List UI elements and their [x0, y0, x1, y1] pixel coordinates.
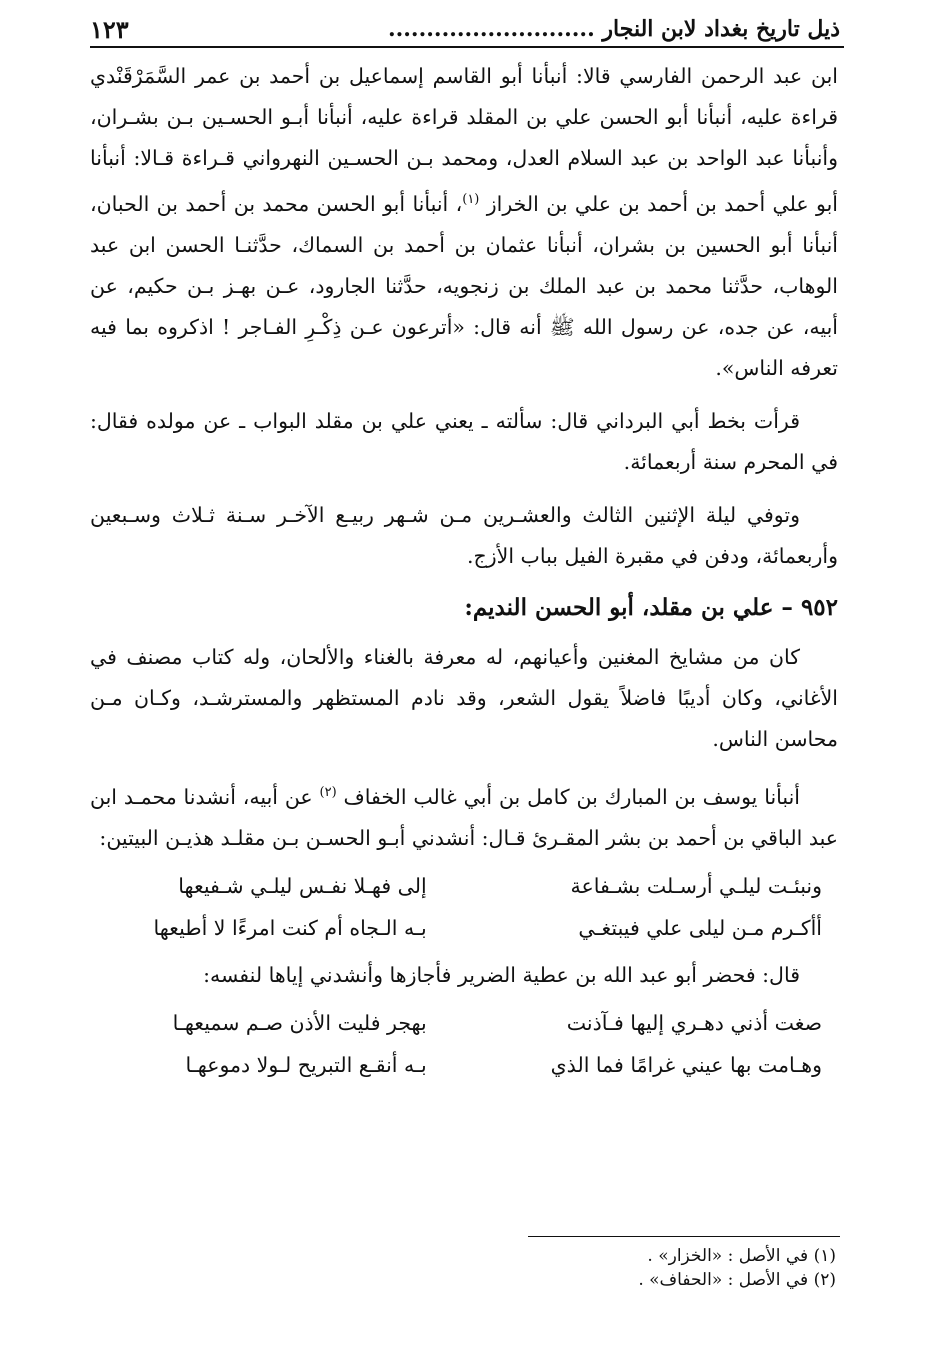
- footnote-ref-1[interactable]: (١): [462, 192, 480, 207]
- poem-2: [90, 1002, 838, 1086]
- verse-hemistich-second: بـه أنقـع التبريح لـولا دموعهـا: [185, 1052, 427, 1077]
- running-header: [90, 12, 840, 46]
- verse-line: [90, 1002, 838, 1044]
- poem-1: [90, 865, 838, 949]
- verse-line: [90, 907, 838, 949]
- paragraph-biography: كان من مشايخ المغنين وأعيانهم، له معرفة بالغناء والألحان، وله كتاب مصنف في الأغاني، وكان أديبًا فاضلاً يقول الشعر، وقد نادم المستظهر والمسترشـد، وكـان مـن محاسن الناس.: [90, 644, 838, 751]
- entry-heading: ٩٥٢ – علي بن مقلد، أبو الحسن النديم:: [464, 593, 838, 621]
- verse-hemistich-second: بـه الـجاه أم كنت امرءًا لا أطيعها: [153, 915, 427, 940]
- verse-hemistich-first: صغت أذني دهـري إليها فـآذنت: [566, 1010, 822, 1035]
- verse-hemistich-first: أأكـرم مـن ليلى علي فيبتغـي: [578, 915, 822, 940]
- footnote-ref-2[interactable]: (٢): [319, 784, 337, 800]
- main-text: [90, 56, 838, 1092]
- paragraph-isnad: ابن عبد الرحمن الفارسي قالا: أنبأنا أبو القاسم إسماعيل بن أحمد بن عمر السَّمَرْقَنْدي قراءة عليه، أنبأنا أبو الحسن علي بن المقلد قراءة عليه، أنبأنا أبـو الحسـين بـن بشـران، وأنبأنا عبد الواحد بن عبد السلام العدل، ومحمد بـن الحسـين النهرواني قـراءة قـالا: أنبأنا أبو علي أحمد بن أحمد بن علي بن الخراز $^{(١)}$، أنبأنا أبو الحسن محمد بن أحمد بن الحبان، أنبأنا أبو الحسين بن بشران، أنبأنا عثمان بن أحمد بن السماك، حدَّثنـا الحسن ابن عبد الوهاب، حدَّثنا محمد بن عبد الملك بن زنجويه، حدَّثنا الجارود، عـن بهـز بـن حكيم، عن أبيه، عن جده، عن رسول الله ﷺ أنه قال: «أترعون عـن ذِكْـرِ الفـاجر ! اذكروه بما فيه تعرفه الناس».: [90, 64, 838, 380]
- page-number: ١٢٣: [90, 14, 129, 44]
- verse-line: [90, 1044, 838, 1086]
- verse-hemistich-second: بهجر فليت الأذن صـم سميعهـا: [172, 1010, 427, 1035]
- header-title: ذيل تاريخ بغداد لابن النجار ...........................: [387, 16, 840, 42]
- paragraph-birth: قرأت بخط أبي البرداني قال: سألته ـ يعني علي بن مقلد البواب ـ عن مولده فقال: في المحرم سنة أربعمائة.: [90, 408, 838, 474]
- verse-hemistich-first: ونبئـت ليلـي أرسـلت بشـفاعة: [570, 873, 822, 898]
- paragraph-response-intro: قال: فحضر أبو عبد الله بن عطية الضرير فأجازها وأنشدني إياها لنفسه:: [203, 962, 800, 987]
- footnote-rule: [528, 1236, 840, 1237]
- paragraph-death: وتوفي ليلة الإثنين الثالث والعشـرين مـن شـهر ربيـع الآخـر سـنة ثـلاث وسـبعين وأربعمائة، ودفن في مقبرة الفيل بباب الأزج.: [90, 502, 838, 568]
- verse-hemistich-second: إلى فهـلا نفـس ليلـي شـفيعها: [178, 873, 427, 898]
- footnotes: [90, 1244, 836, 1292]
- verse-line: [90, 865, 838, 907]
- header-rule: [90, 46, 844, 48]
- footnote-2: (٢) في الأصل : «الحفاف» .: [638, 1270, 836, 1290]
- paragraph-poem-intro: أنبأنا يوسف بن المبارك بن كامل بن أبي غالب الخفاف $^{(٢)}$ عن أبيه، أنشدنا محمـد ابن عبد الباقي بن أحمد بن بشر المقـرئ قـال: أنشدني أبـو الحسـن بـن مقلـد هذيـن البيتين:: [90, 784, 838, 850]
- footnote-1: (١) في الأصل : «الخزار» .: [647, 1246, 836, 1266]
- verse-hemistich-first: وهـامت بها عيني غرامًا فما الذي: [550, 1052, 822, 1077]
